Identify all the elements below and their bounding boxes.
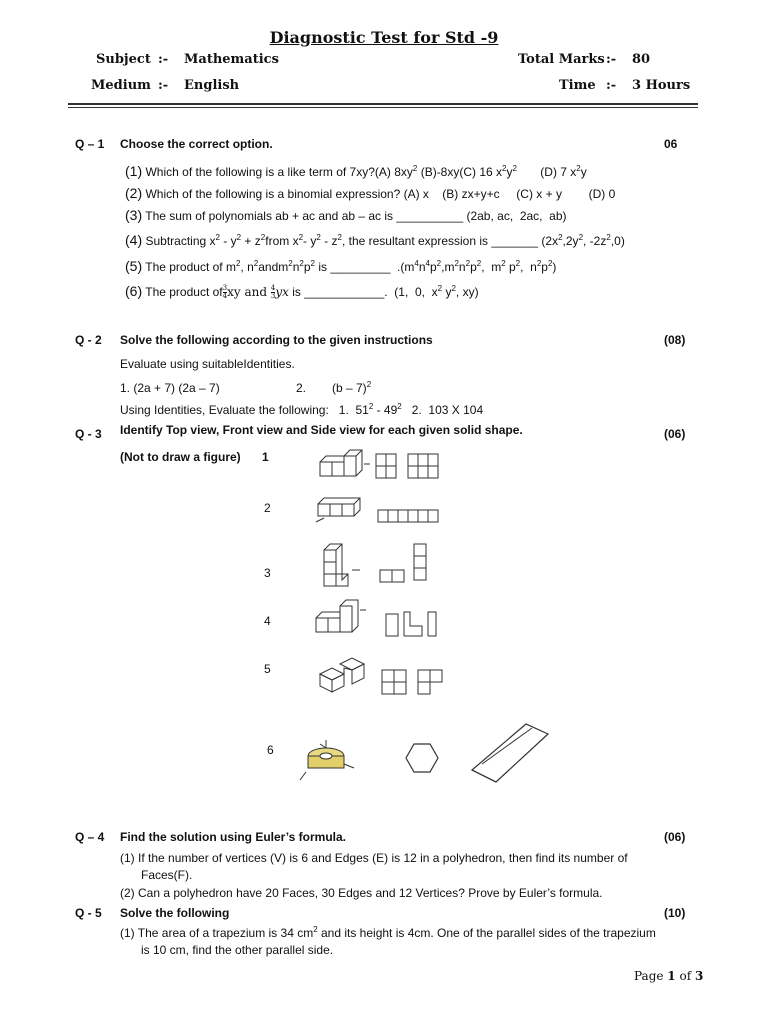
time-sep: :- (606, 78, 617, 93)
q4-item-1-cont: Faces(F). (141, 868, 193, 882)
solid-figure-4 (312, 596, 452, 646)
fig-number-5: 5 (264, 662, 271, 676)
fraction-three-quarters: $\frac{3}{4}$ (222, 284, 228, 301)
solid-figure-5 (312, 648, 452, 704)
page-number: Page 1 of 3 (634, 969, 704, 983)
q5-number: Q - 5 (75, 906, 102, 920)
fig-number-3: 3 (264, 566, 271, 580)
medium-value: English (184, 78, 240, 93)
q2-line-2c: (b – 7)$^2$ (332, 380, 372, 395)
fig-number-2: 2 (264, 501, 271, 515)
q3-number: Q - 3 (75, 427, 102, 441)
q2-line-2a: 1. (2a + 7) (2a – 7) (120, 381, 220, 395)
q1-item-5: (5) The product of $m^2$, $n^2andm^2n^2p^2$ is _________ $.(m^4n^4p^2,m^2n^2p^2$, $m^2$ $p^2$, $n^2p^2$) (125, 258, 557, 274)
solid-figure-1 (312, 442, 452, 490)
solid-figure-2 (312, 490, 452, 534)
q4-item-1: (1) If the number of vertices (V) is 6 and Edges (E) is 12 in a polyhedron, then find its number of (120, 851, 628, 865)
total-marks-sep: :- (606, 52, 617, 67)
q1-item-6: (6) The product of $\frac{3}{4}$ xy and $\frac{4}{3}$ yx is ____________. (1, 0, $x^2$ $y^2$, xy) (125, 283, 479, 301)
fig-number-1: 1 (262, 450, 269, 464)
q1-item-1: (1) Which of the following is a like term of 7xy?(A) $8xy^2$ (B)-8xy(C) 16 $x^2y^2$ (D) 7 $x^2y$ (125, 163, 587, 179)
q4-item-2: (2) Can a polyhedron have 20 Faces, 30 Edges and 12 Vertices? Prove by Euler’s formula. (120, 886, 603, 900)
q5-item-1-cont: is 10 cm, find the other parallel side. (141, 943, 334, 957)
q1-number: Q – 1 (75, 137, 105, 151)
fig-number-6: 6 (267, 743, 274, 757)
q1-marks: 06 (664, 137, 678, 151)
q2-line-2b: 2. (296, 381, 307, 395)
total-marks-label: Total Marks (518, 52, 605, 67)
q2-line-3: Using Identities, Evaluate the following: 1. $51^2 - 49^2$ 2. 103 X 104 (120, 402, 484, 417)
q2-title: Solve the following according to the given instructions (120, 333, 433, 347)
q5-item-1: (1) The area of a trapezium is 34 $cm^2$ and its height is 4cm. One of the parallel sides of the trapezium (120, 925, 656, 940)
q5-title: Solve the following (120, 906, 230, 920)
q3-note: (Not to draw a figure) (120, 450, 241, 464)
q2-line-1: Evaluate using suitableIdentities. (120, 357, 295, 371)
q5-marks: (10) (664, 906, 686, 920)
q4-title: Find the solution using Euler’s formula. (120, 830, 347, 844)
time-value: 3 Hours (632, 78, 691, 93)
medium-sep: :- (158, 78, 169, 93)
time-label: Time (559, 78, 596, 93)
subject-value: Mathematics (184, 52, 279, 67)
fig-number-4: 4 (264, 614, 271, 628)
subject-sep: :- (158, 52, 169, 67)
medium-label: Medium (91, 78, 151, 93)
q4-number: Q – 4 (75, 830, 105, 844)
header-rule-thin (68, 107, 698, 108)
q1-item-4: (4) Subtracting $x^2 - y^2$ + $z^2from$ $x^2-$ $y^2 - z^2$, the resultant expression is _______ ($2x^2,2y^2$, $-2z^2,0$) (125, 232, 625, 248)
q4-marks: (06) (664, 830, 686, 844)
total-marks-value: 80 (632, 52, 651, 67)
solid-figure-3 (312, 530, 442, 596)
q2-marks: (08) (664, 333, 686, 347)
q3-marks: (06) (664, 427, 686, 441)
q2-number: Q - 2 (75, 333, 102, 347)
q1-item-3: (3) The sum of polynomials ab + ac and ab – ac is __________ (2ab, ac, 2ac, ab) (125, 207, 567, 223)
solid-figure-6 (286, 720, 556, 796)
q1-title: Choose the correct option. (120, 137, 273, 151)
fraction-four-thirds: $\frac{4}{3}$ (270, 284, 276, 301)
q3-title: Identify Top view, Front view and Side view for each given solid shape. (120, 423, 523, 437)
q1-item-2: (2) Which of the following is a binomial expression? (A) x (B) zx+y+c (C) x + y (D) 0 (125, 185, 616, 201)
document-title: Diagnostic Test for Std -9 (269, 28, 499, 47)
header-rule (68, 103, 698, 105)
subject-label: Subject (96, 52, 151, 67)
